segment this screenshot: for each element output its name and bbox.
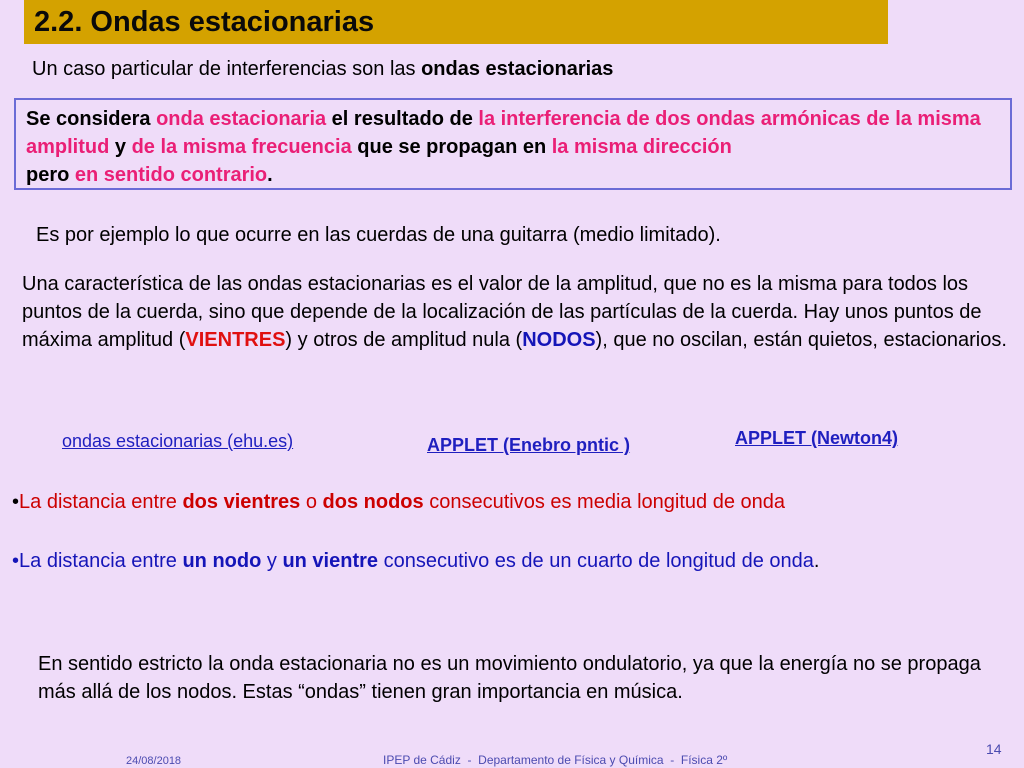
definition-box: [14, 98, 1012, 190]
char-part: ), que no oscilan, están quietos, estacionarios.: [595, 329, 1007, 351]
bullet-bold: un vientre: [282, 550, 379, 572]
link-ehu-ondas-estacionarias[interactable]: ondas estacionarias (ehu.es): [62, 431, 294, 451]
def-highlight: onda estacionaria: [156, 108, 327, 130]
bullet-marker: •: [12, 491, 20, 513]
def-highlight: en sentido contrario: [74, 164, 268, 186]
def-part: que se propagan en: [351, 136, 552, 158]
bullet-part: consecutivo es de un cuarto de longitud de onda: [378, 550, 814, 572]
bullet-bold: dos nodos: [322, 491, 424, 513]
link-applet-newton4[interactable]: APPLET (Newton4): [735, 428, 899, 448]
bullet-period: .: [813, 550, 820, 572]
def-part: .: [267, 164, 273, 186]
bullet-part: y: [261, 550, 283, 572]
intro-text: [32, 58, 613, 81]
def-part: el resultado de: [326, 108, 479, 130]
footer-date: 24/08/2018: [126, 755, 182, 767]
slide-title: 2.2. Ondas estacionarias: [34, 6, 375, 38]
bullet-marker: •: [12, 550, 20, 572]
bullet-bold: un nodo: [182, 550, 262, 572]
char-part: Una característica de las ondas estacionarias es el valor de la amplitud, que no es la misma para todos los puntos de la cuerda, sino que depende de la localización de las partículas de la cuerda. Hay unos puntos de máxima amplitud (: [22, 273, 982, 351]
bullet-part: La distancia entre: [19, 550, 183, 572]
bullet-part: La distancia entre: [19, 491, 183, 513]
bullet-vientres-nodos: [12, 491, 785, 514]
def-highlight: la misma dirección: [551, 136, 732, 158]
intro-plain: Un caso particular de interferencias son las: [32, 58, 422, 80]
def-part: y: [109, 136, 132, 158]
bullet-bold: dos vientres: [182, 491, 301, 513]
def-part: pero: [26, 164, 75, 186]
bullet-part: o: [300, 491, 323, 513]
def-highlight: la interferencia de dos ondas armónicas de la misma amplitud: [26, 108, 981, 158]
example-text: Es por ejemplo lo que ocurre en las cuerdas de una guitarra (medio limitado).: [36, 224, 721, 246]
bullet-part: consecutivos es media longitud de onda: [423, 491, 785, 513]
definition-text: [26, 105, 1001, 189]
vientres-label: VIENTRES: [185, 329, 286, 351]
nodos-label: NODOS: [522, 329, 596, 351]
bullet-nodo-vientre: [12, 550, 819, 573]
characteristic-text: [22, 270, 1012, 354]
def-highlight: de la misma frecuencia: [131, 136, 352, 158]
page-number: 14: [986, 741, 1002, 757]
link-applet-enebro[interactable]: APPLET (Enebro pntic ): [427, 435, 631, 455]
final-paragraph: En sentido estricto la onda estacionaria no es un movimiento ondulatorio, ya que la energía no se propaga más allá de los nodos. Estas “ondas” tienen gran importancia en música.: [38, 653, 981, 703]
title-bar: [24, 0, 888, 44]
char-part: ) y otros de amplitud nula (: [285, 329, 523, 351]
def-part: Se considera: [26, 108, 157, 130]
intro-bold: ondas estacionarias: [421, 58, 614, 80]
footer-institution: IPEP de Cádiz - Departamento de Física y Química - Física 2º: [383, 753, 728, 767]
